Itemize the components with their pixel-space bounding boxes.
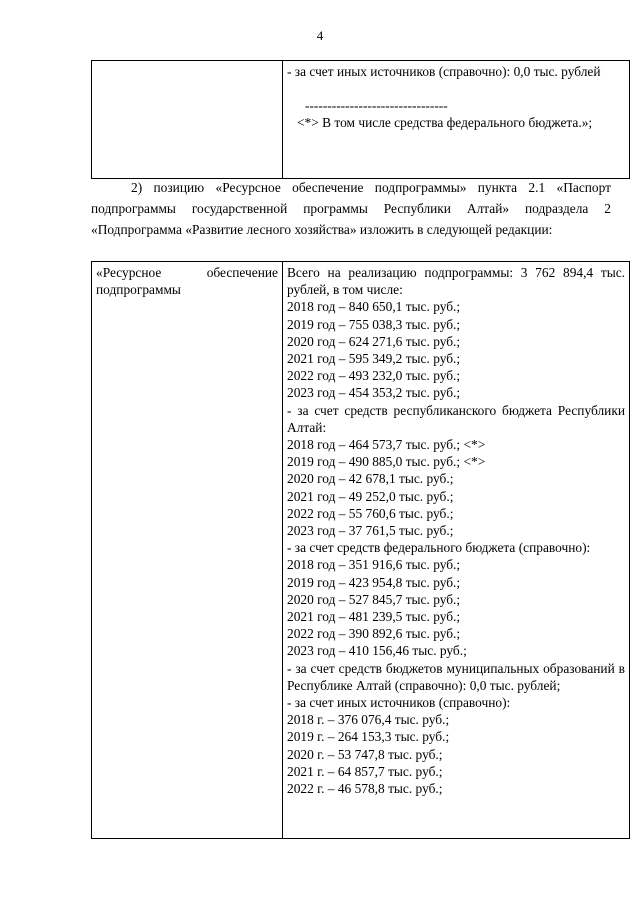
list-item: 2023 год – 37 761,5 тыс. руб.; (287, 523, 454, 539)
resource-values-cell (283, 262, 630, 839)
resource-table (91, 261, 630, 839)
list-item: 2021 год – 49 252,0 тыс. руб.; (287, 488, 454, 504)
list-item: 2020 год – 42 678,1 тыс. руб.; (287, 471, 454, 487)
list-item: 2019 год – 490 885,0 тыс. руб.; <*> (287, 454, 486, 470)
resource-table-row (92, 262, 630, 839)
federal-budget-heading: - за счет средств федерального бюджета (справочно): (287, 540, 591, 556)
other-sources-heading: - за счет иных источников (справочно): (287, 695, 511, 711)
amendment-paragraph: 2) позицию «Ресурсное обеспечение подпрограммы» пункта 2.1 «Паспорт подпрограммы государственной программы Республики Алтай» подраздела 2 «Подпрограмма «Развитие лесного хозяйства» изложить в следующей редакции: (91, 180, 611, 237)
total-intro: Всего на реализацию подпрограммы: 3 762 894,4 тыс. рублей, в том числе: (287, 265, 625, 298)
top-table-left-cell (92, 61, 283, 179)
federal-years-list (287, 556, 625, 659)
municipal-budget-text: - за счет средств бюджетов муниципальных образований в Республике Алтай (справочно): 0,0 тыс. рублей; (287, 660, 625, 693)
top-table-row (92, 61, 630, 179)
republic-budget-heading: - за счет средств республиканского бюджета Республики Алтай: (287, 402, 625, 435)
list-item: 2020 год – 624 271,6 тыс. руб.; (287, 333, 461, 349)
list-item: 2023 год – 454 353,2 тыс. руб.; (287, 385, 461, 401)
list-item: 2021 год – 595 349,2 тыс. руб.; (287, 351, 461, 367)
list-item: 2019 г. – 264 153,3 тыс. руб.; (287, 729, 450, 745)
republic-years-list (287, 436, 625, 539)
list-item: 2019 год – 755 038,3 тыс. руб.; (287, 316, 461, 332)
list-item: 2022 год – 493 232,0 тыс. руб.; (287, 368, 461, 384)
footnote-text: <*> В том числе средства федерального бюджета.»; (297, 115, 593, 131)
list-item: 2019 год – 423 954,8 тыс. руб.; (287, 574, 461, 590)
list-item: 2023 год – 410 156,46 тыс. руб.; (287, 643, 467, 659)
list-item: 2022 год – 55 760,6 тыс. руб.; (287, 505, 454, 521)
list-item: 2020 г. – 53 747,8 тыс. руб.; (287, 746, 443, 762)
other-years-list (287, 711, 625, 797)
total-years-list (287, 298, 625, 401)
list-item: 2021 год – 481 239,5 тыс. руб.; (287, 609, 461, 625)
other-sources-text: - за счет иных источников (справочно): 0,0 тыс. рублей (287, 64, 601, 79)
list-item: 2020 год – 527 845,7 тыс. руб.; (287, 591, 461, 607)
list-item: 2022 год – 390 892,6 тыс. руб.; (287, 626, 461, 642)
footnote-separator: -------------------------------- (305, 98, 448, 114)
list-item: 2018 год – 464 573,7 тыс. руб.; <*> (287, 437, 486, 453)
resource-label-cell: «Ресурсное обеспечение подпрограммы (92, 262, 283, 839)
top-table-right-cell (283, 61, 630, 179)
list-item: 2018 год – 351 916,6 тыс. руб.; (287, 557, 461, 573)
list-item: 2022 г. – 46 578,8 тыс. руб.; (287, 781, 443, 797)
list-item: 2018 год – 840 650,1 тыс. руб.; (287, 299, 461, 315)
top-table (91, 60, 630, 179)
list-item: 2021 г. – 64 857,7 тыс. руб.; (287, 763, 443, 779)
list-item: 2018 г. – 376 076,4 тыс. руб.; (287, 712, 450, 728)
page-number: 4 (316, 28, 324, 43)
